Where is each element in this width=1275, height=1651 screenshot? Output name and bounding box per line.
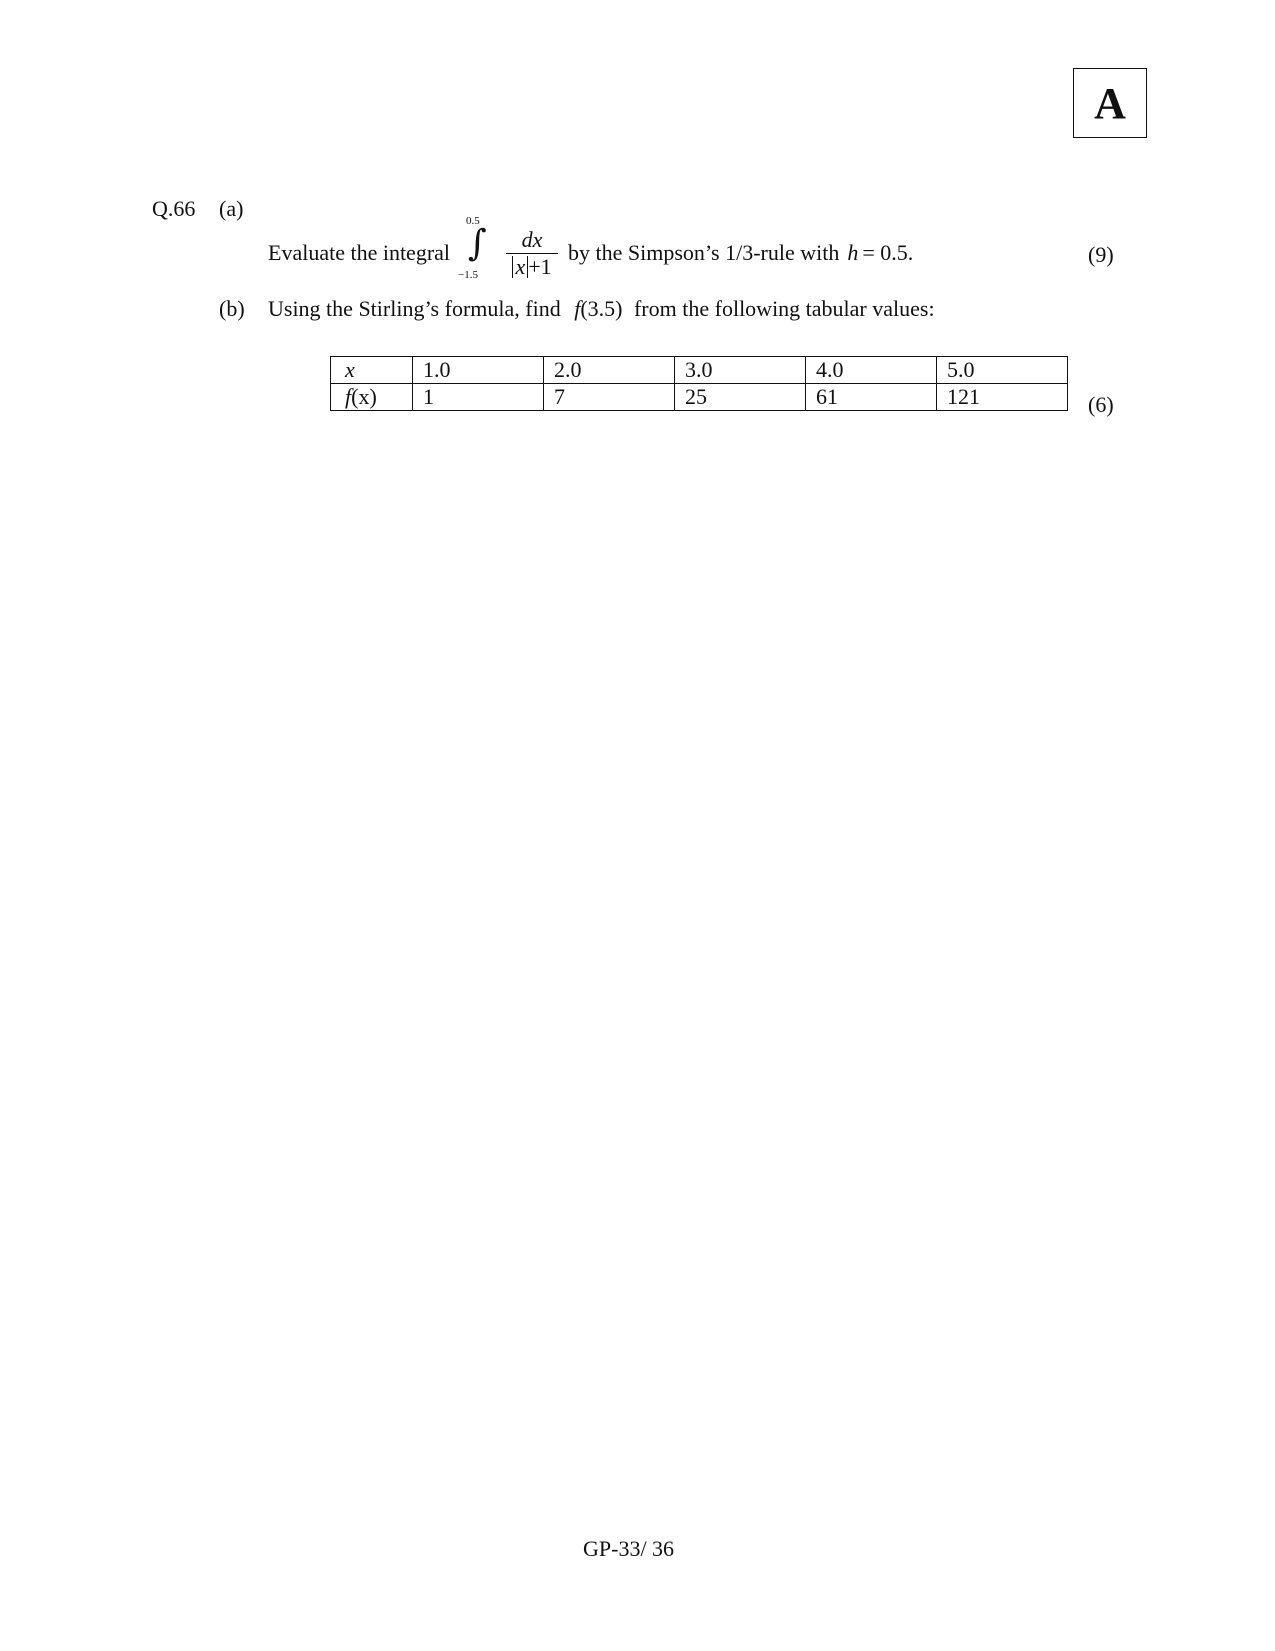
integral-lower-limit: −1.5 <box>458 269 478 281</box>
paper-code-box <box>1073 68 1147 138</box>
integral-upper-limit: 0.5 <box>466 215 480 227</box>
h-value: = 0.5. <box>862 240 914 265</box>
table-cell: 5.0 <box>937 357 1068 384</box>
denominator-plus-one: +1 <box>528 253 552 279</box>
table-cell: 3.0 <box>675 357 806 384</box>
integral-sign-icon: ∫ <box>468 223 487 264</box>
part-a-text-before: Evaluate the integral <box>268 240 451 265</box>
part-a-text-after: by the Simpson’s 1/3-rule with <box>568 240 840 265</box>
table-header-x: x <box>331 357 413 384</box>
part-a-label: (a) <box>219 196 244 221</box>
part-b-text-before: Using the Stirling’s formula, find <box>268 296 561 321</box>
integral-expression <box>458 215 500 288</box>
page-footer: GP-33/ 36 <box>583 1536 675 1561</box>
part-b-func-arg: (3.5) <box>580 296 623 321</box>
part-b-marks: (6) <box>1088 392 1114 417</box>
table-header-f: f <box>345 384 352 409</box>
table-cell: 61 <box>806 384 937 411</box>
table-cell: 1 <box>413 384 544 411</box>
table-cell: 4.0 <box>806 357 937 384</box>
integrand-denominator <box>512 254 551 278</box>
part-b-text-after: from the following tabular values: <box>633 296 935 321</box>
h-variable: h <box>847 240 859 265</box>
tabular-values-table <box>330 356 1068 411</box>
table-cell: 2.0 <box>544 357 675 384</box>
paper-code: A <box>1094 78 1126 128</box>
part-a-question <box>268 215 914 288</box>
table-cell: 1.0 <box>413 357 544 384</box>
part-a-marks: (9) <box>1088 242 1114 267</box>
table-cell: 7 <box>544 384 675 411</box>
part-b-question <box>268 298 935 320</box>
table-row-fx <box>331 384 1068 411</box>
table-cell: 25 <box>675 384 806 411</box>
abs-value-x: x <box>512 256 528 278</box>
integrand-fraction <box>506 226 558 279</box>
table-cell: 121 <box>937 384 1068 411</box>
part-b-label: (b) <box>219 296 245 321</box>
integrand-numerator: dx <box>521 226 543 252</box>
table-row-x <box>331 357 1068 384</box>
part-b-func: f <box>574 296 581 321</box>
table-header-fx <box>331 384 413 411</box>
question-number: Q.66 <box>152 196 196 221</box>
table-header-f-arg: (x) <box>351 384 377 409</box>
